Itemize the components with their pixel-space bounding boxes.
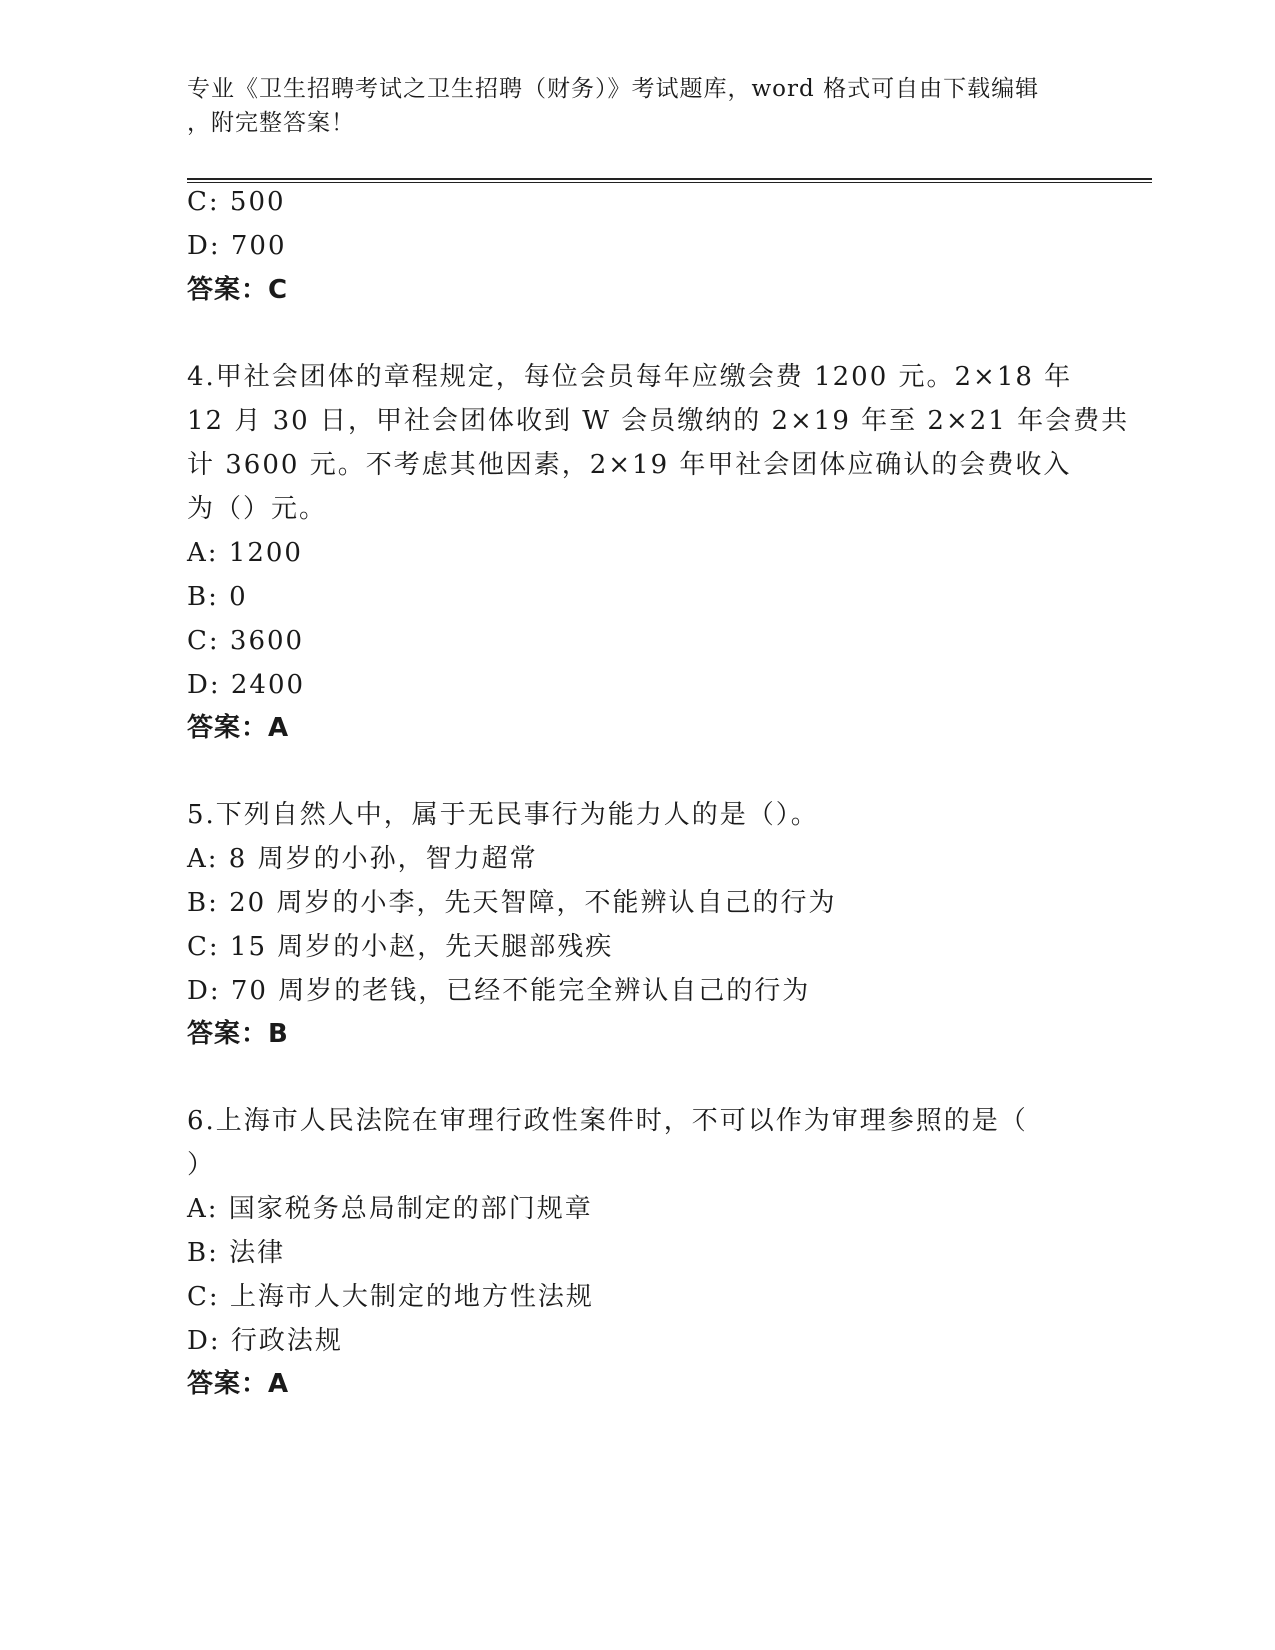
q5-option-a: A: 8 周岁的小孙，智力超常 bbox=[187, 844, 538, 874]
q4-stem-line-2: 12 月 30 日，甲社会团体收到 W 会员缴纳的 2×19 年至 2×21 年会费共 bbox=[187, 406, 1130, 436]
q5-option-d: D: 70 周岁的老钱，已经不能完全辨认自己的行为 bbox=[187, 976, 811, 1006]
q6-option-d: D: 行政法规 bbox=[187, 1326, 343, 1356]
q4-stem-line-1: 4.甲社会团体的章程规定，每位会员每年应缴会费 1200 元。2×18 年 bbox=[187, 362, 1073, 392]
header-line-2: ，附完整答案！ bbox=[187, 110, 355, 136]
q4-option-d: D: 2400 bbox=[187, 670, 306, 700]
q5-option-c: C: 15 周岁的小赵，先天腿部残疾 bbox=[187, 932, 614, 962]
document-header bbox=[187, 72, 1087, 140]
q4-option-c: C: 3600 bbox=[187, 626, 305, 656]
header-divider-thin bbox=[187, 182, 1152, 183]
q4-option-a: A: 1200 bbox=[187, 538, 303, 568]
q3-option-d: D: 700 bbox=[187, 231, 287, 261]
q6-stem-line-1: 6.上海市人民法院在审理行政性案件时，不可以作为审理参照的是（ bbox=[187, 1106, 1028, 1136]
q4-option-b: B: 0 bbox=[187, 582, 248, 612]
q3-answer: 答案：C bbox=[187, 275, 289, 305]
q4-stem-line-4: 为（）元。 bbox=[187, 494, 328, 524]
q6-option-c: C: 上海市人大制定的地方性法规 bbox=[187, 1282, 594, 1312]
q6-option-b: B: 法律 bbox=[187, 1238, 286, 1268]
q6-stem-line-2: ） bbox=[187, 1150, 216, 1180]
q6-answer: 答案：A bbox=[187, 1369, 290, 1399]
q4-answer: 答案：A bbox=[187, 713, 290, 743]
q6-option-a: A: 国家税务总局制定的部门规章 bbox=[187, 1194, 593, 1224]
header-line-1: 专业《卫生招聘考试之卫生招聘（财务）》考试题库，word 格式可自由下载编辑 bbox=[187, 76, 1040, 102]
q5-option-b: B: 20 周岁的小李，先天智障，不能辨认自己的行为 bbox=[187, 888, 837, 918]
q4-stem-line-3: 计 3600 元。不考虑其他因素，2×19 年甲社会团体应确认的会费收入 bbox=[187, 450, 1072, 480]
q5-stem: 5.下列自然人中，属于无民事行为能力人的是（）。 bbox=[187, 800, 819, 830]
q3-option-c: C: 500 bbox=[187, 187, 286, 217]
header-divider-thick bbox=[187, 178, 1152, 180]
q5-answer: 答案：B bbox=[187, 1019, 289, 1049]
